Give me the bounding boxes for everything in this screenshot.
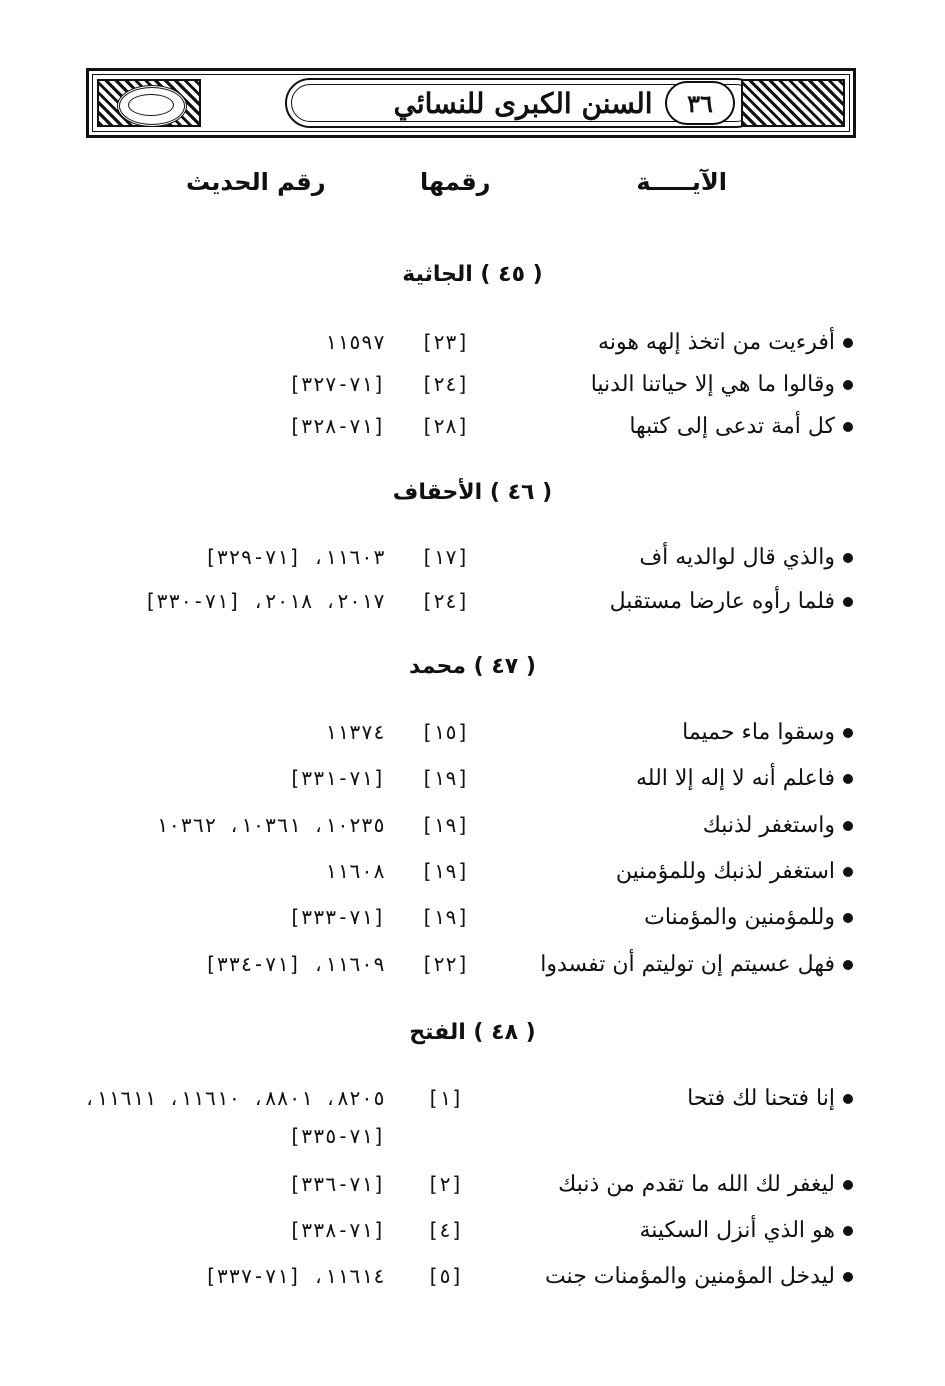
- ayah-number: [١٩]: [420, 766, 470, 790]
- bullet-icon: [843, 380, 853, 390]
- index-row: [0, 766, 945, 806]
- verse-text: ليدخل المؤمنين والمؤمنات جنت: [545, 1264, 853, 1289]
- index-row: [0, 330, 945, 370]
- ayah-number: [١٩]: [420, 859, 470, 883]
- page-header: [86, 68, 856, 138]
- verse-text: واستغفر لذنبك: [703, 813, 853, 838]
- hadith-numbers: ١١٦٠٩، [٧١-٣٣٤]: [204, 952, 385, 976]
- ayah-number: [٢٤]: [420, 372, 470, 396]
- bullet-icon: [843, 913, 853, 923]
- book-seal-logo: [117, 85, 187, 127]
- bullet-icon: [843, 821, 853, 831]
- bullet-icon: [843, 1094, 853, 1104]
- verse-text: فهل عسيتم إن توليتم أن تفسدوا: [540, 952, 853, 977]
- bullet-icon: [843, 597, 853, 607]
- page-number-badge: [665, 81, 735, 125]
- verse-text: أفرءيت من اتخذ إلهه هونه: [598, 330, 853, 355]
- bullet-icon: [843, 867, 853, 877]
- ayah-number: [٢٨]: [420, 414, 470, 438]
- ayah-number: [١٥]: [420, 720, 470, 744]
- index-row: [0, 545, 945, 585]
- column-heading-hadith-number: رقم الحديث: [186, 168, 326, 196]
- bullet-icon: [843, 1226, 853, 1236]
- hadith-numbers: ١١٥٩٧: [324, 330, 385, 354]
- hadith-numbers: [٧١-٣٢٧]: [288, 372, 385, 396]
- header-ornament-left: [97, 79, 201, 127]
- header-ornament-right: [741, 79, 845, 127]
- hadith-numbers: ١١٦٠٣، [٧١-٣٢٩]: [204, 545, 385, 569]
- index-row: [0, 905, 945, 945]
- verse-text: وقالوا ما هي إلا حياتنا الدنيا: [591, 372, 853, 397]
- index-row: [0, 414, 945, 454]
- verse-text: ليغفر لك الله ما تقدم من ذنبك: [558, 1172, 853, 1197]
- verse-text: إنا فتحنا لك فتحا: [687, 1086, 853, 1111]
- bullet-icon: [843, 1180, 853, 1190]
- ayah-number: [١٧]: [420, 545, 470, 569]
- verse-text: فاعلم أنه لا إله إلا الله: [636, 766, 853, 791]
- ayah-number: [٥]: [426, 1264, 464, 1288]
- index-row: [0, 1264, 945, 1304]
- column-heading-ayah-number: رقمها: [420, 168, 491, 196]
- ayah-number: [١]: [426, 1086, 464, 1110]
- ayah-number: [٢٣]: [420, 330, 470, 354]
- hadith-numbers: [٧١-٣٣٦]: [288, 1172, 385, 1196]
- verse-text: هو الذي أنزل السكينة: [639, 1218, 853, 1243]
- verse-text: والذي قال لوالديه أف: [639, 545, 853, 570]
- hadith-numbers: ١١٣٧٤: [324, 720, 385, 744]
- index-row: [0, 372, 945, 412]
- surah-heading: ( ٤٦ ) الأحقاف: [392, 480, 553, 505]
- column-heading-ayah: الآيـــــة: [636, 168, 727, 196]
- header-title: السنن الكبرى للنسائي: [393, 86, 653, 120]
- ayah-number: [١٩]: [420, 813, 470, 837]
- index-row: [0, 1086, 945, 1156]
- bullet-icon: [843, 960, 853, 970]
- hadith-numbers: ٢٠١٧، ٢٠١٨، [٧١-٣٣٠]: [144, 589, 385, 613]
- index-row: [0, 720, 945, 760]
- bullet-icon: [843, 338, 853, 348]
- index-row: [0, 589, 945, 629]
- hadith-numbers: [٧١-٣٣٨]: [288, 1218, 385, 1242]
- verse-text: فلما رأوه عارضا مستقبل: [610, 589, 853, 614]
- ayah-number: [٤]: [426, 1218, 464, 1242]
- bullet-icon: [843, 422, 853, 432]
- verse-text: استغفر لذنبك وللمؤمنين: [616, 859, 853, 884]
- ayah-number: [٢٤]: [420, 589, 470, 613]
- seal-inner-ring: [128, 94, 174, 116]
- ayah-number: [٢٢]: [420, 952, 470, 976]
- header-title-cartouche: [285, 78, 761, 128]
- hadith-numbers: ٨٢٠٥، ٨٨٠١، ١١٦١٠، ١١٦١١،: [83, 1086, 385, 1110]
- index-row: [0, 952, 945, 992]
- hadith-numbers-continued: [٧١-٣٣٥]: [288, 1124, 385, 1148]
- page-number: ٣٦: [687, 88, 713, 118]
- surah-heading: ( ٤٧ ) محمد: [409, 654, 536, 679]
- hadith-numbers: ١٠٢٣٥، ١٠٣٦١، ١٠٣٦٢: [156, 813, 385, 837]
- surah-heading: ( ٤٥ ) الجاثية: [402, 262, 543, 287]
- hadith-numbers: [٧١-٣٣٣]: [288, 905, 385, 929]
- ayah-number: [١٩]: [420, 905, 470, 929]
- hadith-numbers: [٧١-٣٣١]: [288, 766, 385, 790]
- index-row: [0, 1218, 945, 1258]
- index-row: [0, 1172, 945, 1212]
- hadith-numbers: ١١٦١٤، [٧١-٣٣٧]: [204, 1264, 385, 1288]
- index-row: [0, 859, 945, 899]
- ayah-number: [٢]: [426, 1172, 464, 1196]
- verse-text: وللمؤمنين والمؤمنات: [644, 905, 853, 930]
- bullet-icon: [843, 1272, 853, 1282]
- hadith-numbers: [٧١-٣٢٨]: [288, 414, 385, 438]
- bullet-icon: [843, 553, 853, 563]
- surah-heading: ( ٤٨ ) الفتح: [409, 1020, 536, 1045]
- index-row: [0, 813, 945, 853]
- bullet-icon: [843, 774, 853, 784]
- verse-text: كل أمة تدعى إلى كتبها: [629, 414, 853, 439]
- bullet-icon: [843, 728, 853, 738]
- verse-text: وسقوا ماء حميما: [682, 720, 853, 745]
- hadith-numbers: ١١٦٠٨: [324, 859, 385, 883]
